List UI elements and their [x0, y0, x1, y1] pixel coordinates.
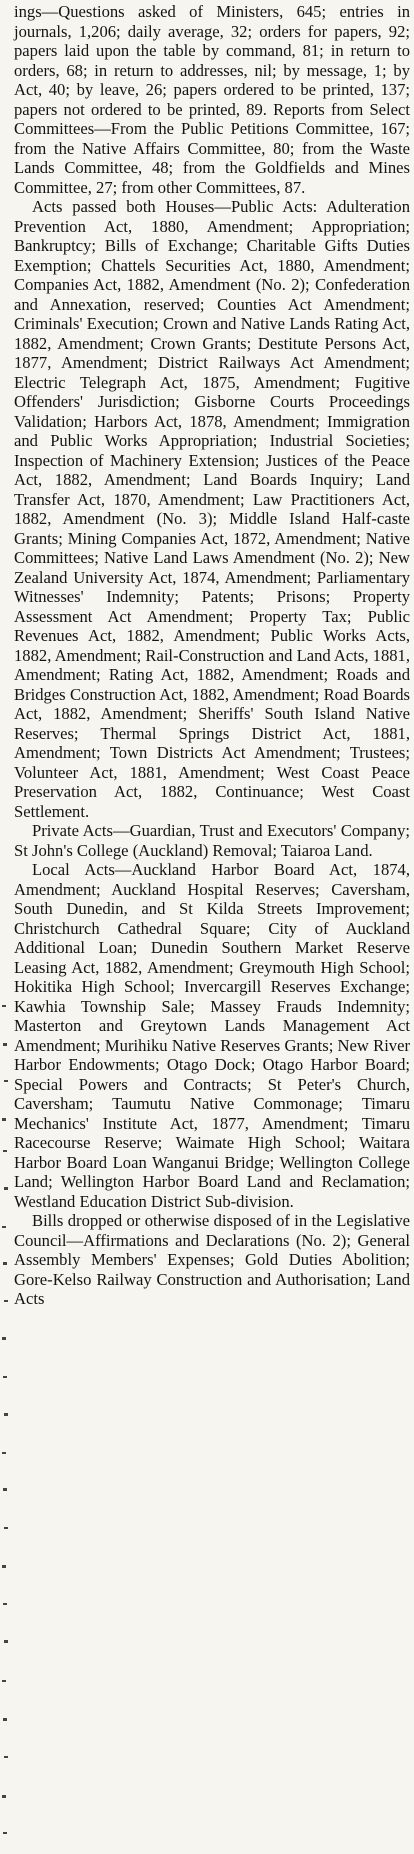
print-fragment — [2, 1337, 6, 1340]
print-fragment — [4, 1756, 8, 1758]
parliamentary-statistics-paragraph: ings—Questions asked of Ministers, 645; entries in journals, 1,206; daily average, 32; orders for papers, 92; papers laid upon the table by command, 81; in return to orders, 68; in return to addresses, nil; by message, 1; by Act, 40; by leave, 26; papers ordered to be printed, 137; papers not ordered to be printed, 89. Reports from Select Committees—From the Public Petitions Committee, 167; from the Native Affairs Committee, 80; from the Waste Lands Committee, 48; from the Goldfields and Mines Committee, 27; from other Committees, 87. — [14, 2, 410, 197]
print-fragment — [3, 1718, 7, 1721]
print-fragment — [4, 1300, 8, 1302]
column-rule-fragments — [2, 0, 11, 1854]
print-fragment — [3, 1488, 7, 1491]
print-fragment — [2, 1005, 6, 1007]
text-column — [14, 2, 410, 1309]
public-acts-paragraph: Acts passed both Houses—Public Acts: Adulteration Prevention Act, 1880, Amendment; Appropriation; Bankruptcy; Bills of Exchange; Charitable Gifts Duties Exemption; Chattels Securities Act, 1880, Amendment; Companies Act, 1882, Amendment (No. 2); Confederation and Annexation, reserved; Counties Act Amendment; Criminals' Execution; Crown and Native Lands Rating Act, 1882, Amendment; Crown Grants; Destitute Persons Act, 1877, Amendment; District Railways Act Amendment; Electric Telegraph Act, 1875, Amendment; Fugitive Offenders' Jurisdiction; Gisborne Courts Proceedings Validation; Harbors Act, 1878, Amendment; Immigration and Public Works Appropriation; Industrial Societies; Inspection of Machinery Extension; Justices of the Peace Act, 1882, Amendment; Land Boards Inquiry; Land Transfer Act, 1870, Amendment; Law Practitioners Act, 1882, Amendment (No. 3); Middle Island Half-caste Grants; Mining Companies Act, 1872, Amendment; Native Committees; Native Land Laws Amendment (No. 2); New Zealand University Act, 1874, Amendment; Parliamentary Witnesses' Indemnity; Patents; Prisons; Property Assessment Act Amendment; Property Tax; Public Revenues Act, 1882, Amendment; Public Works Acts, 1882, Amendment; Rail-Construction and Land Acts, 1881, Amendment; Rating Act, 1882, Amendment; Roads and Bridges Construction Act, 1882, Amendment; Road Boards Act, 1882, Amendment; Sheriffs' South Island Native Reserves; Thermal Springs District Act, 1881, Amendment; Town Districts Act Amendment; Trustees; Volunteer Act, 1881, Amendment; West Coast Peace Preservation Act, 1882, Continuance; West Coast Settlement. — [14, 197, 410, 821]
print-fragment — [2, 1680, 6, 1682]
print-fragment — [2, 1118, 6, 1121]
print-fragment — [3, 1376, 7, 1378]
print-fragment — [3, 1832, 7, 1834]
print-fragment — [4, 1080, 8, 1082]
print-fragment — [4, 1527, 8, 1529]
print-fragment — [2, 1452, 6, 1454]
local-acts-paragraph: Local Acts—Auckland Harbor Board Act, 1874, Amendment; Auckland Hospital Reserves; Caversham, South Dunedin, and St Kilda Streets Improvement; Christchurch Cathedral Square; City of Auckland Additional Loan; Dunedin Southern Market Reserve Leasing Act, 1882, Amendment; Greymouth High School; Hokitika High School; Invercargill Reserves Exchange; Kawhia Township Sale; Massey Frauds Indemnity; Masterton and Greytown Lands Management Act Amendment; Murihiku Native Reserves Grants; New River Harbor Endowments; Otago Dock; Otago Harbor Board; Special Powers and Contracts; St Peter's Church, Caversham; Taumutu Native Commonage; Timaru Mechanics' Institute Act, 1877, Amendment; Timaru Racecourse Reserve; Waimate High School; Waitara Harbor Board Loan Wanganui Bridge; Wellington College Land; Wellington Harbor Board Land and Reclamation; Westland Education District Sub-division. — [14, 860, 410, 1211]
private-acts-paragraph: Private Acts—Guardian, Trust and Executors' Company; St John's College (Auckland) Removal; Taiaroa Land. — [14, 821, 410, 860]
print-fragment — [3, 1150, 7, 1152]
print-fragment — [3, 1603, 7, 1605]
print-fragment — [4, 1640, 8, 1643]
print-fragment — [2, 1226, 6, 1228]
print-fragment — [2, 1565, 6, 1568]
print-fragment — [4, 1187, 8, 1190]
print-fragment — [4, 1413, 8, 1416]
print-fragment — [3, 1262, 7, 1265]
bills-dropped-paragraph: Bills dropped or otherwise disposed of in the Legislative Council—Affirmations and Declarations (No. 2); General Assembly Members' Expenses; Gold Duties Abolition; Gore-Kelso Railway Construction and Authorisation; Land Acts — [14, 1211, 410, 1308]
print-fragment — [2, 1795, 6, 1798]
print-fragment — [3, 1043, 7, 1046]
